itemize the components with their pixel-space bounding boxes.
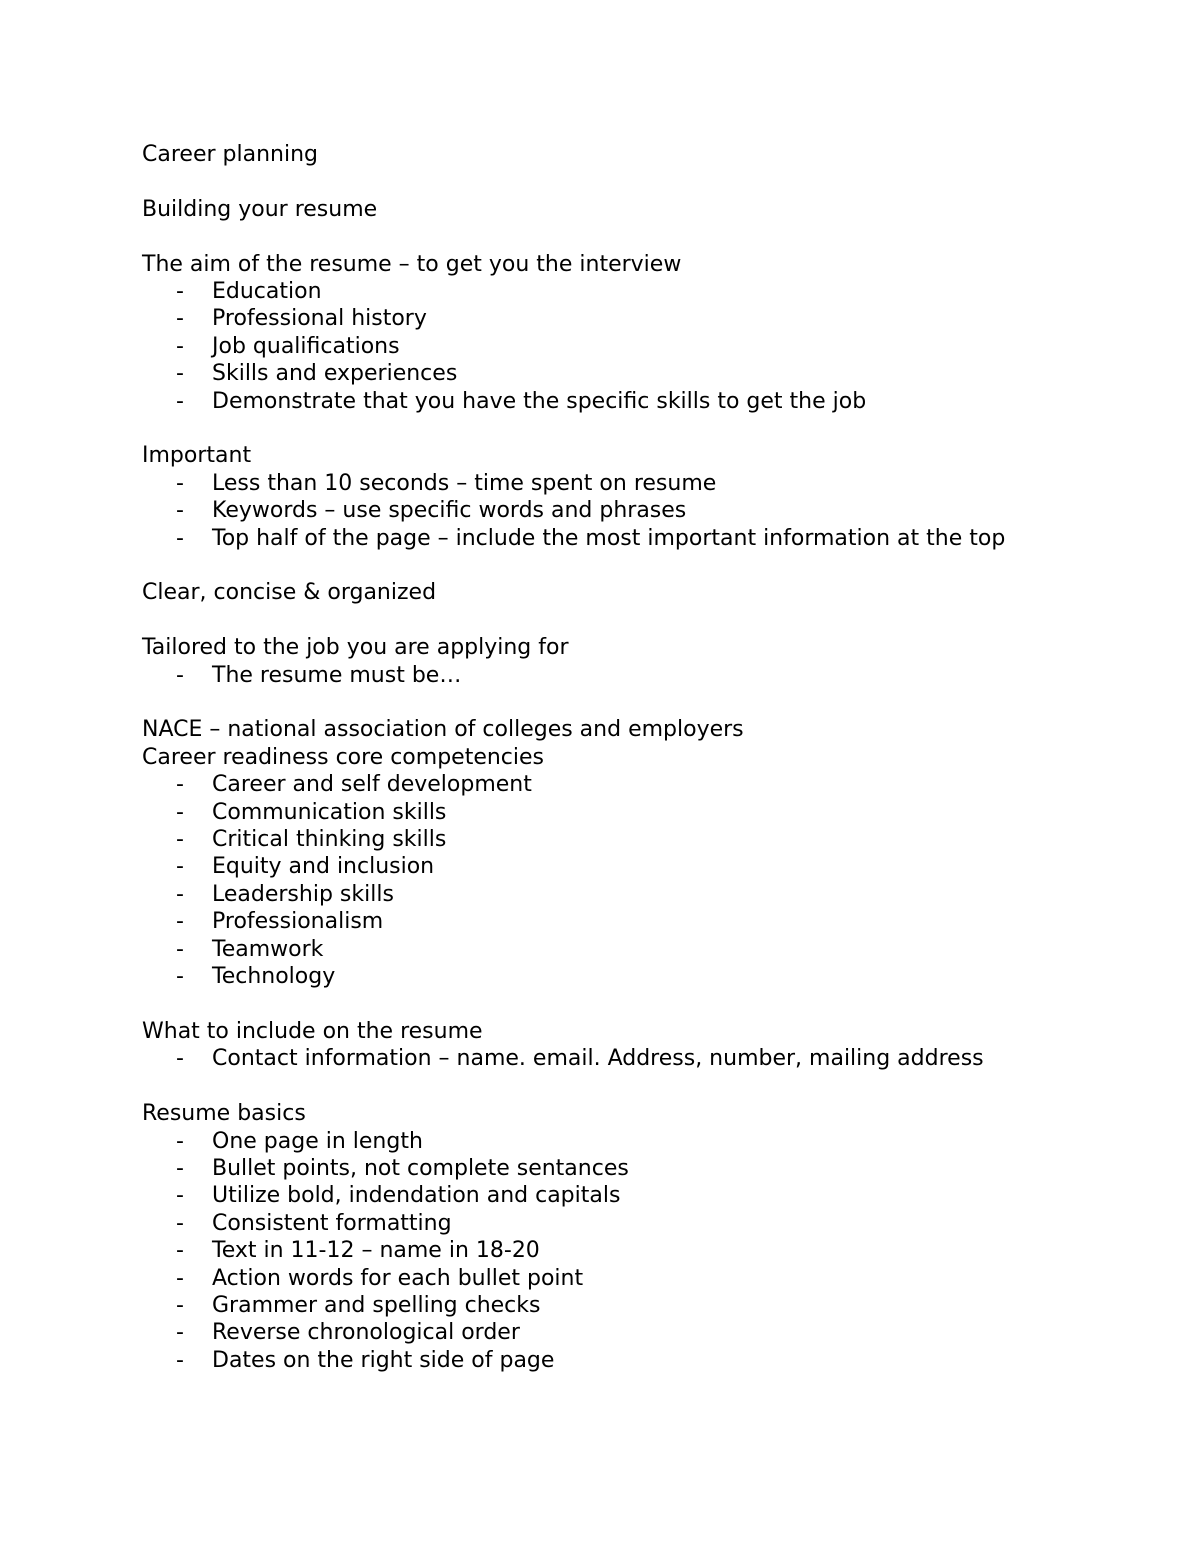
section-heading: Important — [142, 443, 252, 469]
document-subtitle: Building your resume — [142, 196, 378, 222]
bullet-item — [142, 1155, 1042, 1182]
bullet-text: Professionalism — [212, 909, 384, 935]
bullet-item — [142, 936, 1042, 963]
bullet-text: Critical thinking skills — [212, 827, 447, 853]
bullet-list — [142, 771, 1042, 990]
document-page — [142, 141, 1042, 1374]
bullet-text: Action words for each bullet point — [212, 1265, 584, 1291]
bullet-dash-icon: - — [176, 279, 184, 304]
bullet-text: Technology — [212, 964, 336, 990]
bullet-item — [142, 963, 1042, 990]
bullet-text: Top half of the page – include the most important information at the top — [212, 525, 1006, 551]
section-subheading: Career readiness core competencies — [142, 744, 545, 770]
bullet-text: One page in length — [212, 1128, 423, 1154]
bullet-text: Consistent formatting — [212, 1210, 452, 1236]
bullet-dash-icon: - — [176, 1155, 184, 1181]
bullet-text: Leadership skills — [212, 881, 394, 907]
bullet-text: Text in 11-12 – name in 18-20 — [212, 1238, 540, 1264]
bullet-text: Dates on the right side of page — [212, 1347, 555, 1373]
bullet-dash-icon: - — [176, 662, 184, 688]
bullet-text: Utilize bold, indendation and capitals — [212, 1183, 621, 1209]
bullet-item — [142, 525, 1042, 552]
bullet-text: Keywords – use specific words and phrases — [212, 498, 687, 524]
bullet-dash-icon: - — [176, 909, 184, 935]
bullet-item — [142, 1347, 1042, 1374]
bullet-item — [142, 1265, 1042, 1292]
bullet-dash-icon: - — [176, 772, 184, 798]
bullet-list — [142, 278, 1042, 415]
bullet-text: The resume must be… — [212, 662, 462, 688]
bullet-list — [142, 470, 1042, 552]
bullet-item — [142, 826, 1042, 853]
bullet-dash-icon: - — [176, 1265, 184, 1291]
bullet-dash-icon: - — [176, 1046, 184, 1072]
section — [142, 442, 1042, 579]
bullet-item — [142, 305, 1042, 332]
bullet-dash-icon: - — [176, 1347, 184, 1373]
bullet-dash-icon: - — [176, 1238, 184, 1264]
bullet-item — [142, 278, 1042, 305]
bullet-item — [142, 1210, 1042, 1237]
bullet-text: Teamwork — [212, 936, 324, 962]
bullet-item — [142, 881, 1042, 908]
section — [142, 1100, 1042, 1374]
bullet-item — [142, 333, 1042, 360]
spacer — [142, 223, 1042, 250]
bullet-item — [142, 771, 1042, 798]
bullet-dash-icon: - — [176, 388, 184, 414]
bullet-text: Less than 10 seconds – time spent on resume — [212, 470, 717, 496]
spacer — [142, 415, 1042, 442]
bullet-dash-icon: - — [176, 799, 184, 825]
bullet-text: Demonstrate that you have the specific skills to get the job — [212, 388, 867, 414]
document-title: Career planning — [142, 142, 318, 167]
bullet-item — [142, 1237, 1042, 1264]
bullet-item — [142, 662, 1042, 689]
section — [142, 716, 1042, 1017]
bullet-item — [142, 1292, 1042, 1319]
bullet-text: Professional history — [212, 306, 427, 332]
bullet-dash-icon: - — [176, 1292, 184, 1318]
bullet-item — [142, 853, 1042, 880]
bullet-text: Equity and inclusion — [212, 854, 435, 880]
bullet-item — [142, 799, 1042, 826]
bullet-dash-icon: - — [176, 881, 184, 907]
bullet-item — [142, 388, 1042, 415]
bullet-dash-icon: - — [176, 936, 184, 962]
bullet-item — [142, 908, 1042, 935]
bullet-dash-icon: - — [176, 827, 184, 853]
section-heading: NACE – national association of colleges and employers — [142, 717, 744, 743]
bullet-list — [142, 1128, 1042, 1375]
bullet-text: Career and self development — [212, 772, 532, 798]
section-heading: Resume basics — [142, 1101, 306, 1127]
bullet-dash-icon: - — [176, 306, 184, 332]
spacer — [142, 689, 1042, 716]
bullet-text: Job qualifications — [212, 333, 400, 359]
bullet-dash-icon: - — [176, 1210, 184, 1236]
bullet-item — [142, 1045, 1042, 1072]
bullet-dash-icon: - — [176, 333, 184, 359]
bullet-list — [142, 662, 1042, 689]
bullet-item — [142, 1319, 1042, 1346]
section-heading: What to include on the resume — [142, 1018, 483, 1044]
bullet-dash-icon: - — [176, 1320, 184, 1346]
spacer — [142, 1073, 1042, 1100]
sections-container — [142, 251, 1042, 1375]
bullet-text: Reverse chronological order — [212, 1320, 520, 1346]
bullet-item — [142, 1182, 1042, 1209]
bullet-text: Contact information – name. email. Address, number, mailing address — [212, 1046, 984, 1072]
section — [142, 1018, 1042, 1100]
section — [142, 251, 1042, 443]
bullet-text: Bullet points, not complete sentances — [212, 1155, 629, 1181]
section-heading: Clear, concise & organized — [142, 580, 437, 606]
bullet-item — [142, 1128, 1042, 1155]
bullet-text: Communication skills — [212, 799, 447, 825]
bullet-dash-icon: - — [176, 470, 184, 496]
spacer — [142, 552, 1042, 579]
spacer — [142, 168, 1042, 195]
bullet-dash-icon: - — [176, 854, 184, 880]
spacer — [142, 607, 1042, 634]
section-heading: Tailored to the job you are applying for — [142, 635, 569, 661]
spacer — [142, 991, 1042, 1018]
bullet-list — [142, 1045, 1042, 1072]
bullet-dash-icon: - — [176, 1183, 184, 1209]
bullet-dash-icon: - — [176, 964, 184, 990]
bullet-text: Grammer and spelling checks — [212, 1292, 541, 1318]
bullet-dash-icon: - — [176, 498, 184, 524]
section — [142, 634, 1042, 716]
bullet-item — [142, 470, 1042, 497]
section — [142, 579, 1042, 634]
bullet-dash-icon: - — [176, 525, 184, 551]
section-heading: The aim of the resume – to get you the interview — [142, 251, 682, 277]
bullet-dash-icon: - — [176, 361, 184, 387]
bullet-text: Skills and experiences — [212, 361, 458, 387]
bullet-item — [142, 497, 1042, 524]
bullet-dash-icon: - — [176, 1128, 184, 1154]
bullet-text: Education — [212, 279, 322, 304]
bullet-item — [142, 360, 1042, 387]
